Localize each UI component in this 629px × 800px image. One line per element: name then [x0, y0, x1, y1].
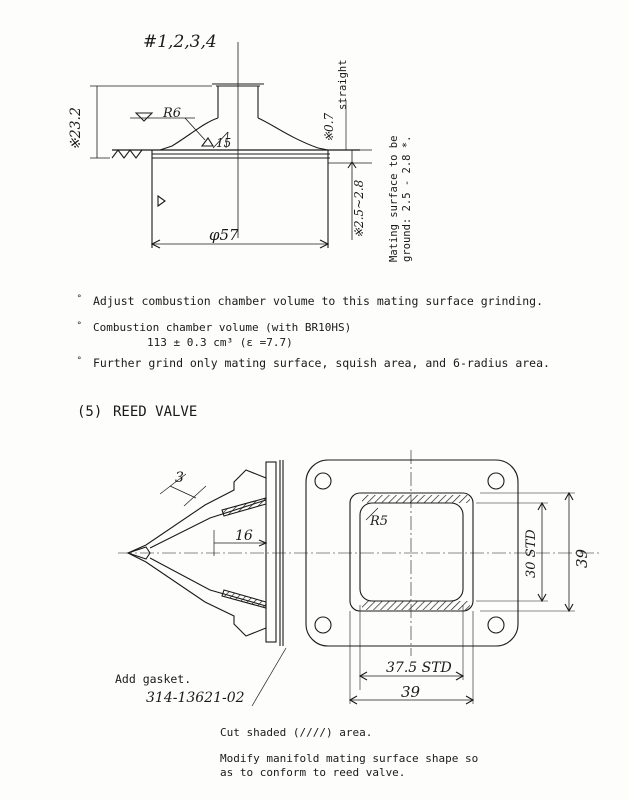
thickness-dimension: 3 — [175, 470, 184, 486]
modify-note-line2: as to conform to reed valve. — [220, 766, 406, 779]
gasket-label: Add gasket. — [115, 672, 192, 686]
section-title: REED VALVE — [113, 404, 198, 420]
angle-label: 15 — [216, 136, 232, 150]
height-std-dimension: 30 STD — [524, 529, 539, 578]
radius-label: R6 — [163, 106, 182, 121]
part-numbers-label: #1,2,3,4 — [143, 32, 217, 52]
bullet-icon: ° — [77, 294, 82, 304]
straight-label: straight — [337, 59, 349, 110]
note-line: Adjust combustion chamber volume to this mating surface grinding. — [93, 294, 544, 308]
height-dimension: ※23.2 — [68, 107, 84, 150]
length-dimension: 16 — [235, 528, 253, 544]
grind-note-line2: ground: 2.5 - 2.8 *. — [401, 135, 413, 262]
note-line: Further grind only mating surface, squish area, and 6-radius area. — [93, 356, 550, 370]
section-number: (5) — [77, 404, 103, 420]
note-line: Combustion chamber volume (with BR10HS) — [93, 321, 352, 334]
cut-note: Cut shaded (////) area. — [220, 726, 373, 739]
note-line: 113 ± 0.3 cm³ (ε =7.7) — [147, 336, 293, 349]
width-total-dimension: 39 — [401, 683, 421, 701]
grind-dimension: ※2.5~2.8 — [352, 179, 366, 238]
diameter-label: φ57 — [209, 226, 239, 244]
bullet-icon: ° — [77, 356, 82, 366]
height-total-dimension: 39 — [573, 548, 591, 568]
port-radius-label: R5 — [370, 514, 389, 529]
modify-note-line1: Modify manifold mating surface shape so — [220, 752, 479, 765]
reed-valve-side-view — [118, 460, 600, 706]
gasket-part-number: 314-13621-02 — [146, 690, 245, 706]
width-std-dimension: 37.5 STD — [386, 660, 452, 676]
grind-note-line1: Mating surface to be — [388, 135, 400, 262]
squish-dimension: ※0.7 — [322, 112, 336, 142]
bullet-icon: ° — [77, 321, 82, 331]
